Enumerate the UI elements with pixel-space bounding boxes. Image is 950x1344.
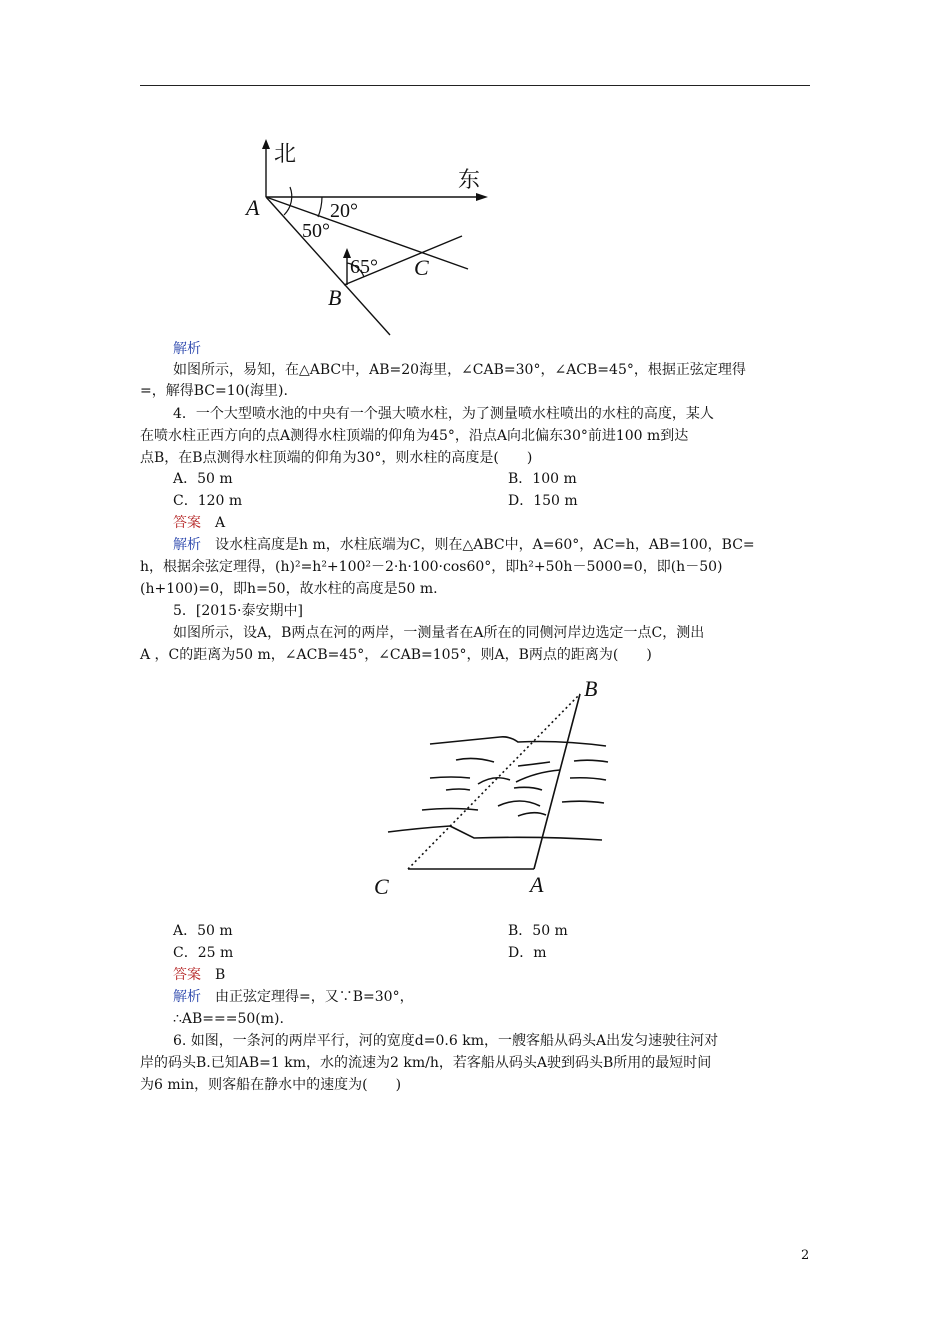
river-diagram <box>370 670 620 902</box>
q5-title: 5．[2015·泰安期中] <box>173 603 303 619</box>
near-bank <box>388 826 602 840</box>
q4-line1: 4．一个大型喷水池的中央有一个强大喷水柱，为了测量喷水柱喷出的水柱的高度，某人 <box>173 406 714 422</box>
header-rule <box>140 85 810 86</box>
river-point-B-label: B <box>584 676 598 701</box>
q4-answer-row <box>140 513 845 534</box>
point-B-label: B <box>328 285 342 310</box>
q5-choice-b: B．50 m <box>508 923 568 939</box>
q5-choice-d: D．m <box>508 945 547 961</box>
river-point-A-label: A <box>530 872 544 897</box>
q5-line2: A ，C的距离为50 m，∠ACB=45°，∠CAB=105°，则A，B两点的距离为( ) <box>140 647 652 663</box>
point-C-label: C <box>414 255 429 280</box>
east-label: 东 <box>458 167 481 192</box>
point-A-label: A <box>246 195 260 220</box>
p3-label: 解析 <box>173 341 201 357</box>
q6-line1: 6. 如图，一条河的两岸平行，河的宽度d=0.6 km，一艘客船从码头A出发匀速驶往河对 <box>173 1033 719 1049</box>
q5-exp-line2: ∴AB===50(m). <box>173 1011 284 1027</box>
q5-answer-label: 答案 <box>173 967 201 983</box>
angle-20-label: 20° <box>330 200 358 222</box>
q4-exp-line1: 设水柱高度是h m，水柱底端为C，则在△ABC中，A=60°，AC=h，AB=100，BC= <box>215 537 755 553</box>
q5-exp-label: 解析 <box>173 989 201 1005</box>
q4-exp-row1 <box>140 535 845 556</box>
arc-50 <box>284 187 292 215</box>
q5-answer-row <box>140 965 845 986</box>
q5-line1: 如图所示，设A，B两点在河的两岸，一测量者在A所在的同侧河岸边选定一点C，测出 <box>173 625 705 641</box>
segment-AB <box>534 694 580 869</box>
p3-line2: =，解得BC=10(海里). <box>140 383 288 399</box>
segment-CB-dotted <box>408 694 580 869</box>
far-bank <box>430 737 606 746</box>
q4-answer-label: 答案 <box>173 515 201 531</box>
q4-answer-value: A <box>215 515 226 531</box>
q4-exp-label: 解析 <box>173 537 201 553</box>
east-arrowhead <box>476 193 488 201</box>
q4-exp-line2: h，根据余弦定理得，(h)²=h²+100²－2·h·100·cos60°，即h²+50h－5000=0，即(h－50) <box>140 559 723 575</box>
bearing-diagram <box>240 135 500 345</box>
q4-exp-line3: (h+100)=0，即h=50，故水柱的高度是50 m. <box>140 581 438 597</box>
q4-choice-d: D．150 m <box>508 493 578 509</box>
angle-65-label: 65° <box>350 256 378 278</box>
north-arrowhead <box>262 139 270 149</box>
north-label: 北 <box>274 141 297 166</box>
q5-choice-c: C．25 m <box>173 945 234 961</box>
arc-20 <box>318 197 322 217</box>
q4-line3: 点B，在B点测得水柱顶端的仰角为30°，则水柱的高度是( ) <box>140 450 533 466</box>
river-point-C-label: C <box>374 874 389 899</box>
angle-50-label: 50° <box>302 220 330 242</box>
q5-choice-a: A．50 m <box>173 923 233 939</box>
q4-choice-a: A．50 m <box>173 471 233 487</box>
q6-line2: 岸的码头B.已知AB=1 km，水的流速为2 km/h，若客船从码头A驶到码头B所用的最短时间 <box>140 1055 712 1071</box>
page-number: 2 <box>801 1248 810 1263</box>
q5-exp-line1: 由正弦定理得=，又∵B=30°， <box>215 989 414 1005</box>
q5-answer-value: B <box>215 967 226 983</box>
q4-choice-b: B．100 m <box>508 471 577 487</box>
q4-line2: 在喷水柱正西方向的点A测得水柱顶端的仰角为45°，沿点A向北偏东30°前进100 m到达 <box>140 428 689 444</box>
p3-line1: 如图所示，易知，在△ABC中，AB=20海里，∠CAB=30°，∠ACB=45°，根据正弦定理得 <box>173 362 746 378</box>
q5-exp-row1 <box>140 987 845 1008</box>
q6-line3: 为6 min，则客船在静水中的速度为( ) <box>140 1077 402 1093</box>
q4-choice-c: C．120 m <box>173 493 243 509</box>
